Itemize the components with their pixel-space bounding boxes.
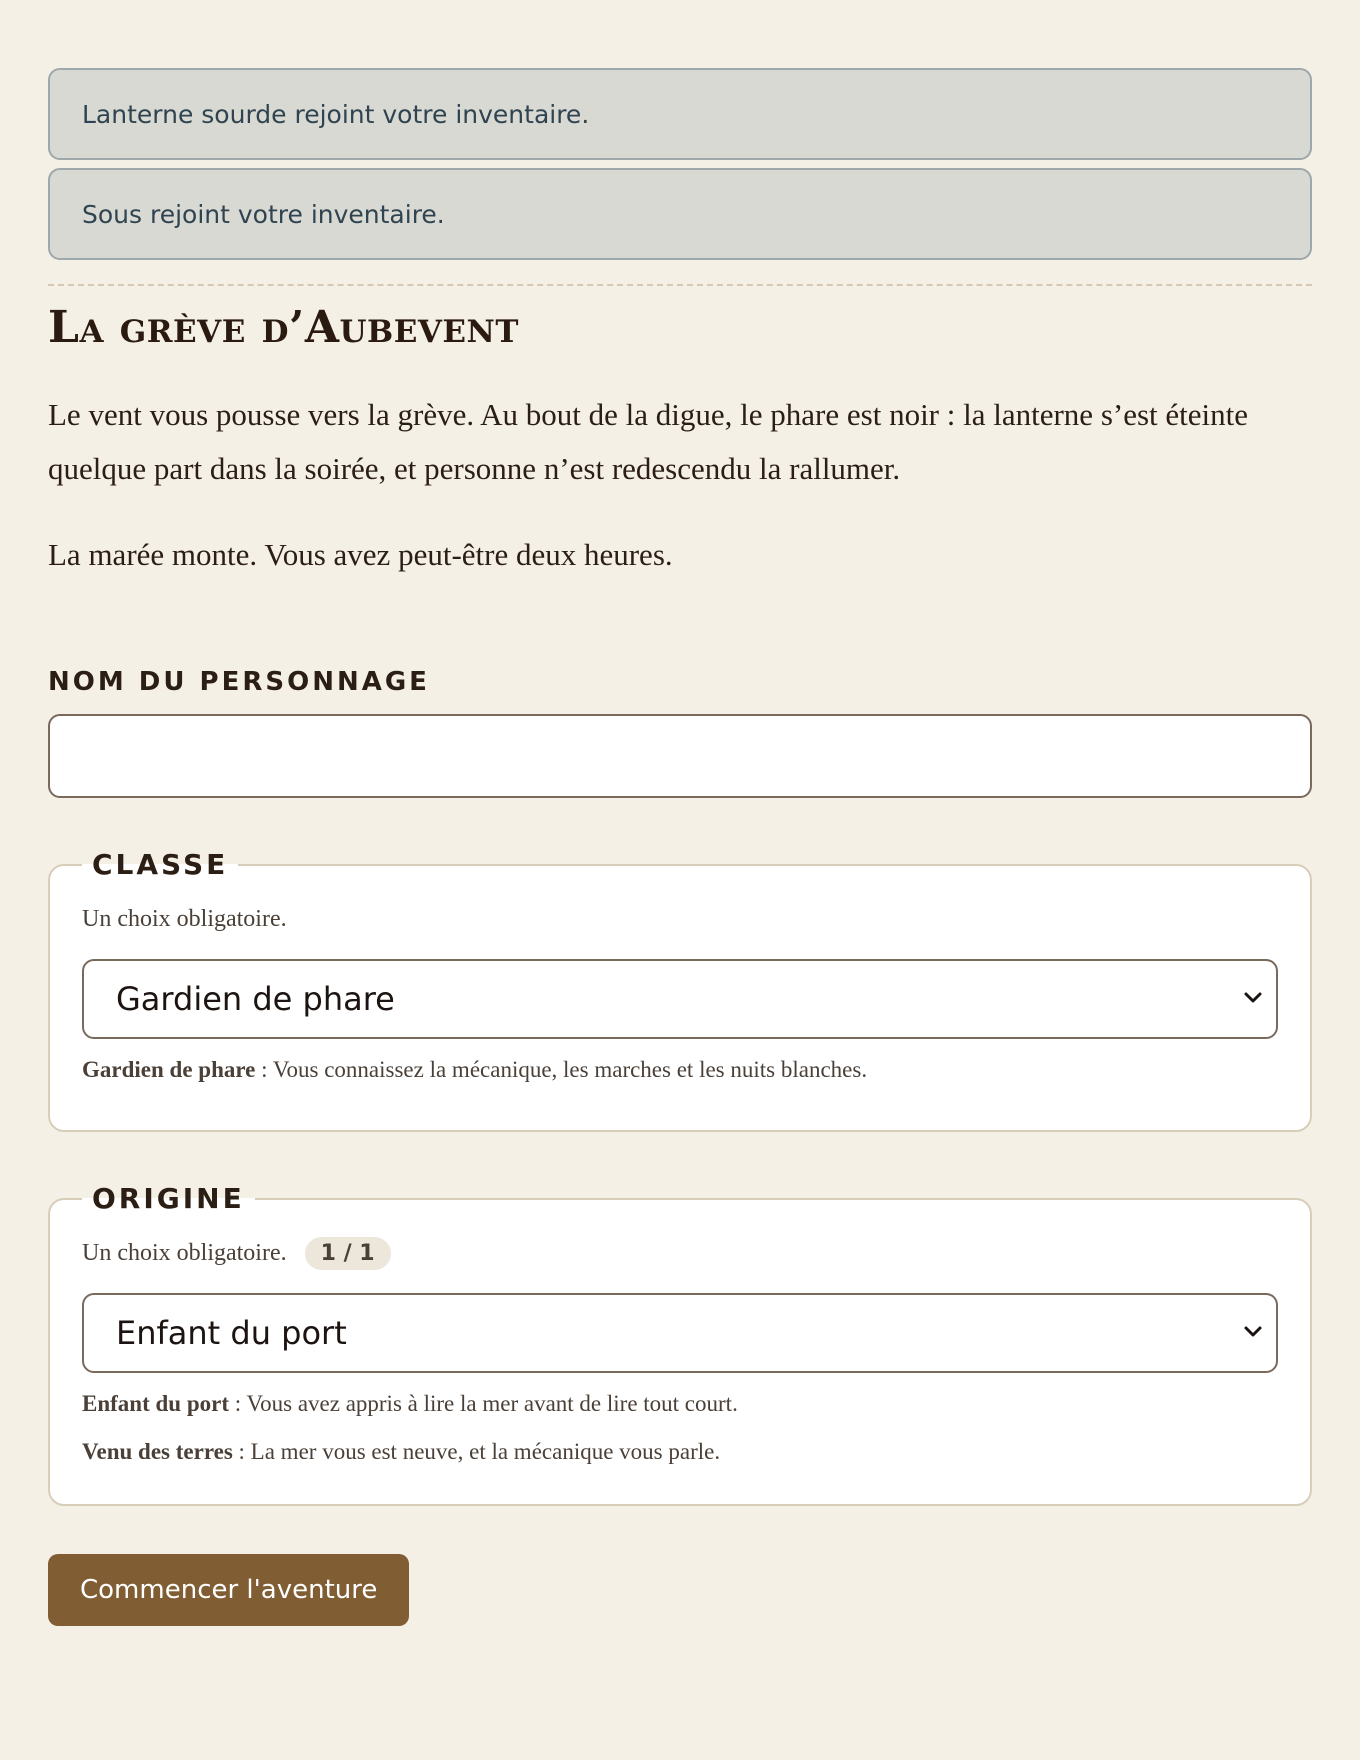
chevron-down-icon [1240,1319,1266,1345]
divider [48,284,1312,286]
character-name-label: NOM DU PERSONNAGE [48,667,430,697]
origine-select-value: Enfant du port [116,1314,347,1352]
chevron-down-icon [1240,985,1266,1011]
classe-description [82,1053,1278,1087]
origine-legend: ORIGINE [92,1182,245,1215]
scene-paragraph: Le vent vous pousse vers la grève. Au bout de la digue, le phare est noir : la lanterne s’est éteinte quelque part dans la soirée, et personne n’est redescendu la rallumer. [48,397,1249,486]
origine-fieldset [48,1182,1312,1506]
origine-description-separator: : [232,1439,251,1464]
origine-description-name: Enfant du port [82,1391,229,1416]
origine-description [82,1435,1278,1469]
origine-description-name: Venu des terres [82,1439,233,1464]
classe-description-name: Gardien de phare [82,1057,256,1082]
classe-legend: CLASSE [92,848,229,881]
origine-select[interactable] [82,1293,1278,1373]
classe-select-wrapper [82,959,1278,1039]
origine-hint-row [82,1233,1278,1273]
origine-description [82,1387,1278,1421]
classe-select[interactable] [82,959,1278,1039]
page [48,0,1312,1626]
origine-description-separator: : [228,1391,247,1416]
scene-title: La grève d’Aubevent [48,302,519,353]
classe-description-text: Vous connaissez la mécanique, les marches et les nuits blanches. [272,1057,868,1082]
origine-description-text: La mer vous est neuve, et la mécanique vous parle. [250,1439,721,1464]
character-name-input[interactable] [48,714,1312,798]
notification-item [48,168,1312,260]
scene-paragraph: La marée monte. Vous avez peut-être deux heures. [48,537,673,572]
origine-description-text: Vous avez appris à lire la mer avant de lire tout court. [246,1391,738,1416]
classe-hint-row [82,899,1278,939]
origine-hint: Un choix obligatoire. [82,1239,287,1266]
classe-hint: Un choix obligatoire. [82,905,287,932]
classe-fieldset [48,848,1312,1132]
notification-text: Lanterne sourde rejoint votre inventaire. [82,99,590,129]
notification-text: Sous rejoint votre inventaire. [82,199,445,229]
origine-select-wrapper [82,1293,1278,1373]
start-adventure-button[interactable]: Commencer l'aventure [48,1554,409,1626]
origine-count-badge: 1 / 1 [305,1237,391,1270]
classe-description-separator: : [255,1057,273,1082]
classe-select-value: Gardien de phare [116,980,395,1018]
notification-item [48,68,1312,160]
